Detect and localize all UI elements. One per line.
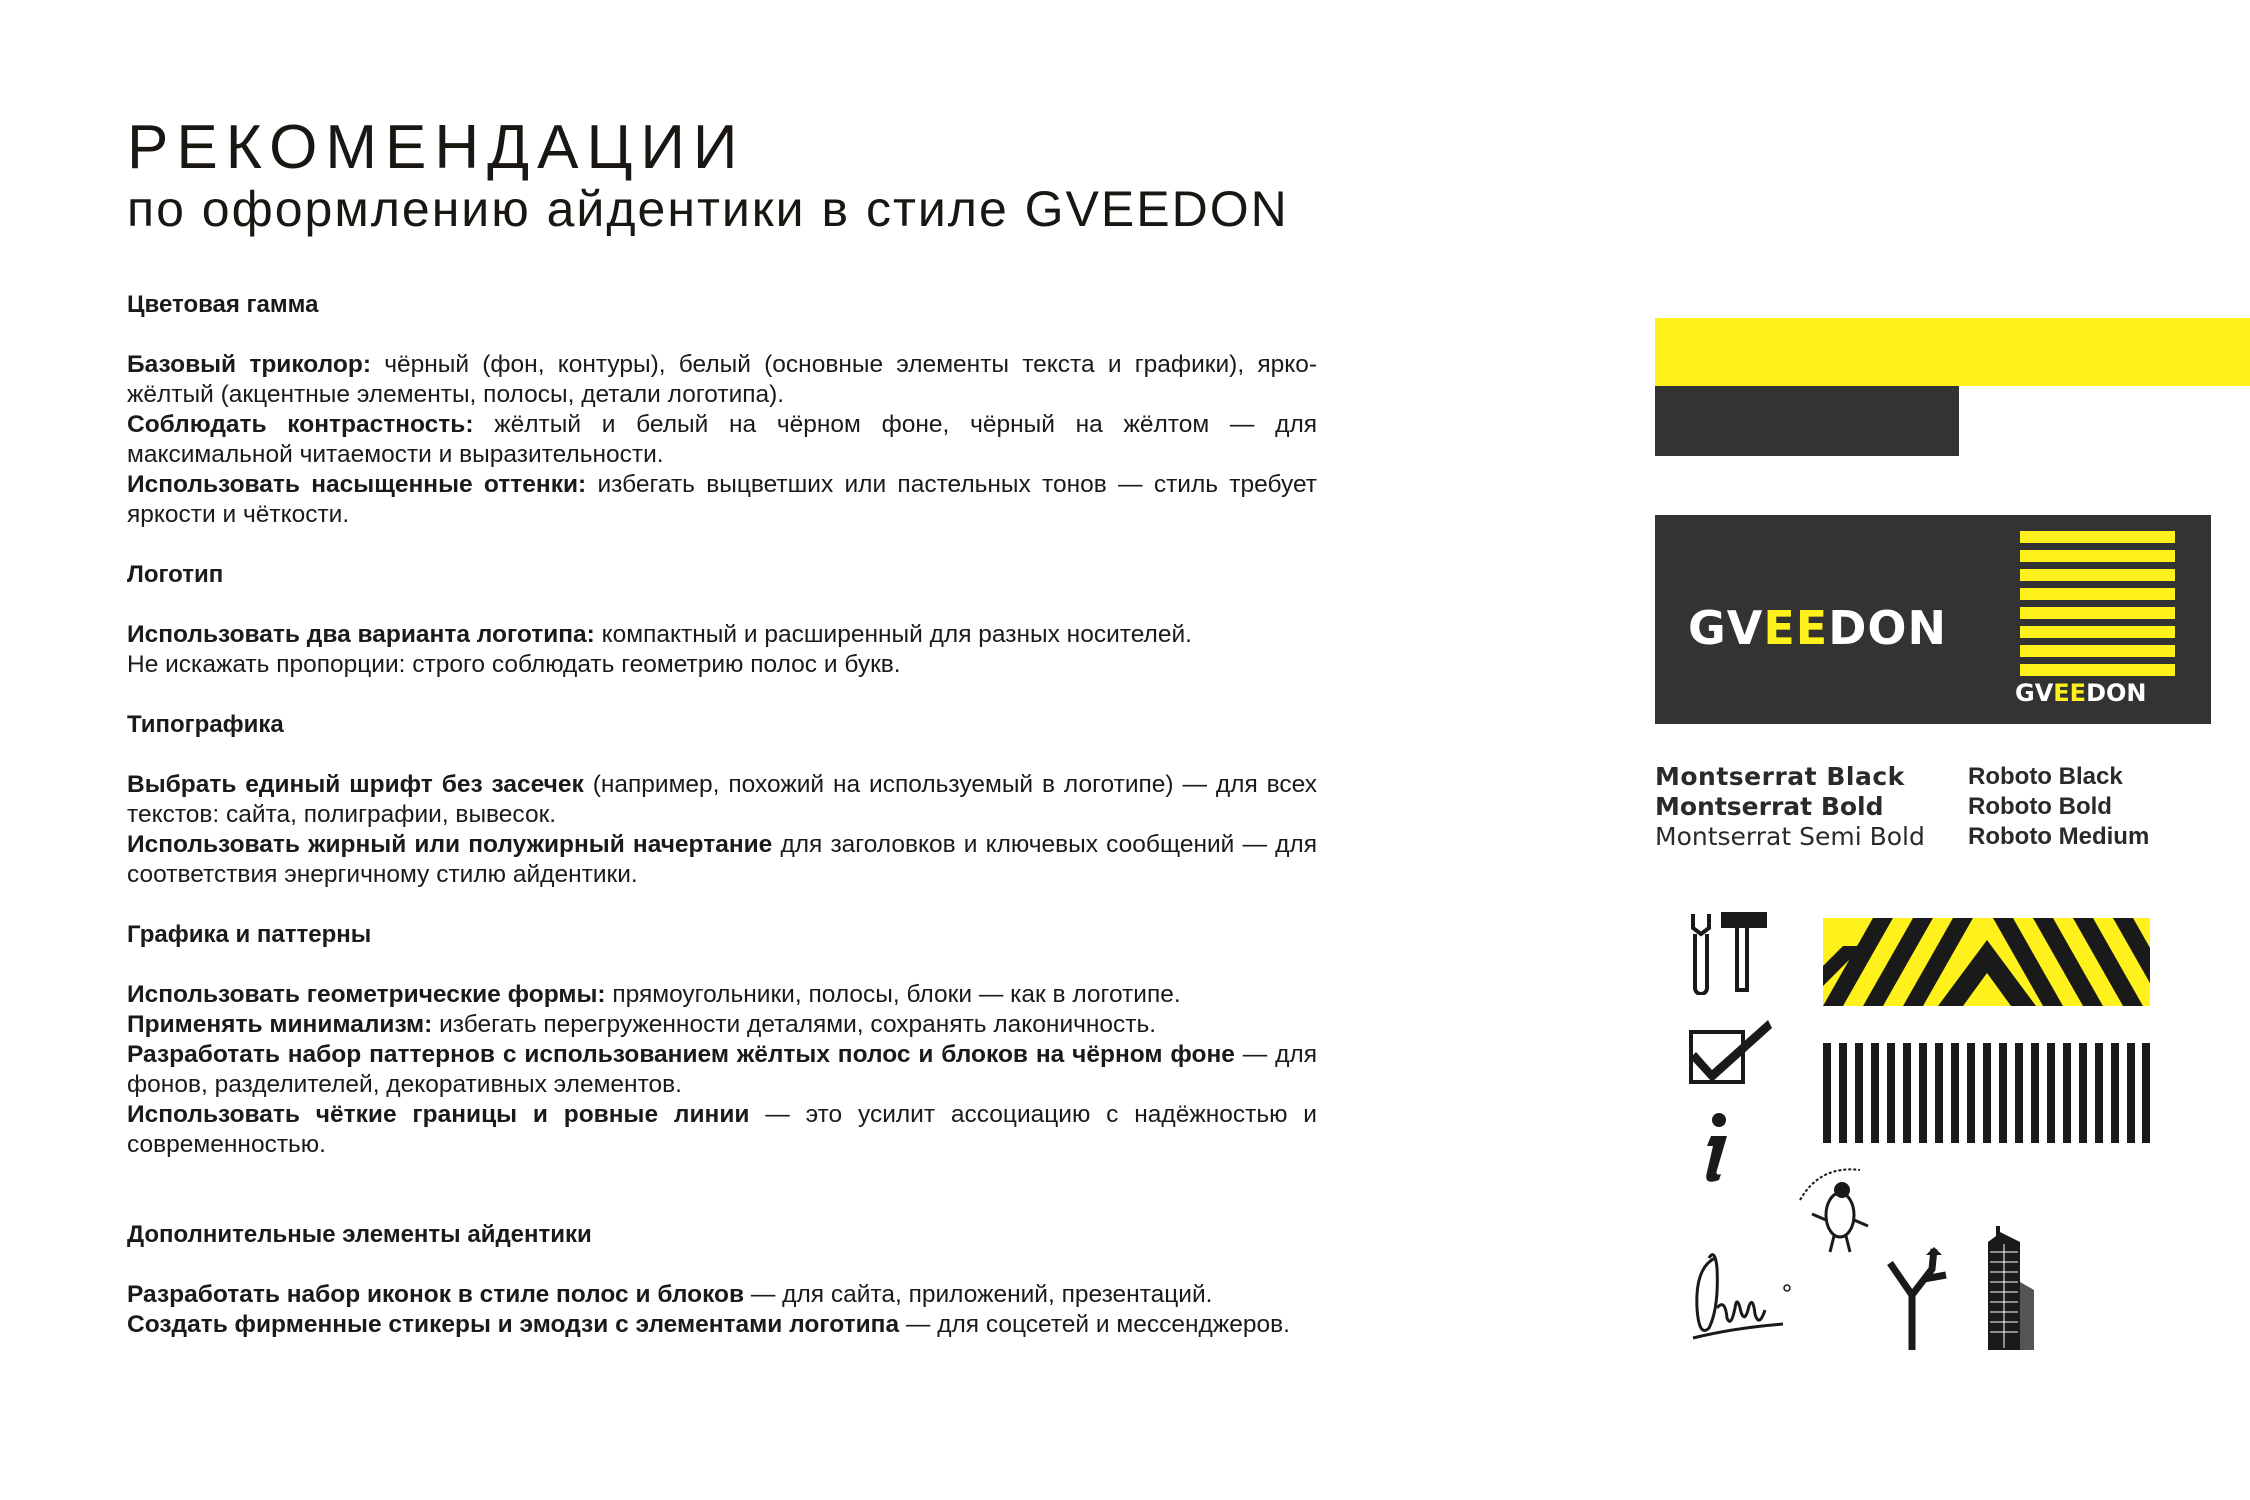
- swatch-yellow: [1655, 318, 2250, 386]
- section-graphics: [127, 920, 1317, 1160]
- section-heading: Графика и паттерны: [127, 921, 372, 948]
- logo-panel: [1655, 515, 2211, 724]
- paragraph: Разработать набор иконок в стиле полос и блоков — для сайта, приложений, презентаций.: [127, 1281, 1213, 1308]
- paragraph: Использовать два варианта логотипа: компактный и расширенный для разных носителей.: [127, 621, 1192, 648]
- signature-logo: [1685, 1238, 1795, 1358]
- font-name: Roboto Black: [1968, 763, 2123, 790]
- paragraph: Применять минимализм: избегать перегруженности деталями, сохранять лаконичность.: [127, 1011, 1157, 1038]
- paragraph: Создать фирменные стикеры и эмодзи с элементами логотипа — для соцсетей и мессенджеров.: [127, 1311, 1290, 1338]
- font-name: Roboto Medium: [1968, 823, 2150, 850]
- section-heading: Дополнительные элементы айдентики: [127, 1221, 592, 1248]
- info-icon: [1695, 1112, 1735, 1182]
- recommendations-text: [127, 290, 1317, 1340]
- logo-compact-text: GVEEDON: [2015, 679, 2147, 707]
- page-subtitle: по оформлению айдентики в стиле GVEEDON: [127, 181, 1289, 237]
- paragraph: Разработать набор паттернов с использованием жёлтых полос и блоков на чёрном фоне — для фонов, разделителей, декоративных элементов.: [127, 1041, 1317, 1098]
- logo-compact-stripes: [2020, 531, 2175, 681]
- paragraph: Выбрать единый шрифт без засечек (например, похожий на используемый в логотипе) — для всех текстов: сайта, полиграфии, вывесок.: [127, 771, 1317, 828]
- checkmark-icon: [1688, 1018, 1773, 1086]
- paragraph: Использовать чёткие границы и ровные линии — это усилит ассоциацию с надёжностью и современностью.: [127, 1101, 1317, 1158]
- paragraph: Использовать жирный или полужирный начертание для заголовков и ключевых сообщений — для соответствия энергичному стилю айдентики.: [127, 831, 1317, 888]
- paragraph: Соблюдать контрастность: жёлтый и белый на чёрном фоне, чёрный на жёлтом — для максимальной читаемости и выразительности.: [127, 411, 1318, 468]
- section-heading: Цветовая гамма: [127, 291, 319, 318]
- paragraph: Использовать геометрические формы: прямоугольники, полосы, блоки — как в логотипе.: [127, 981, 1181, 1008]
- font-list-roboto: [1968, 762, 2149, 852]
- font-name: Roboto Bold: [1968, 793, 2112, 820]
- font-list-montserrat: [1655, 762, 1925, 852]
- font-name: Montserrat Semi Bold: [1655, 822, 1925, 851]
- paragraph: Базовый триколор: чёрный (фон, контуры), белый (основные элементы текста и графики), ярко-жёлтый (акцентные элементы, полосы, детали логотипа).: [127, 351, 1318, 408]
- font-name: Montserrat Bold: [1655, 792, 1884, 821]
- section-logo: [127, 560, 1317, 680]
- font-name: Montserrat Black: [1655, 762, 1905, 791]
- page-title: РЕКОМЕНДАЦИИ: [127, 113, 746, 182]
- tools-icon: [1685, 910, 1770, 995]
- section-heading: Типографика: [127, 711, 284, 738]
- chevron-pattern: [1823, 918, 2150, 1006]
- section-color: [127, 290, 1317, 530]
- tower-icon: [1980, 1222, 2036, 1350]
- tree-icon: [1880, 1245, 1955, 1350]
- swatch-dark: [1655, 386, 1959, 456]
- section-extra: [127, 1220, 1317, 1340]
- section-typography: [127, 710, 1317, 890]
- paragraph: Использовать насыщенные оттенки: избегать выцветших или пастельных тонов — стиль требует яркости и чёткости.: [127, 471, 1318, 528]
- superchicken-sticker: [1790, 1160, 1875, 1255]
- section-heading: Логотип: [127, 561, 224, 588]
- paragraph: Не искажать пропорции: строго соблюдать геометрию полос и букв.: [127, 651, 901, 678]
- barcode-pattern: [1823, 1043, 2150, 1143]
- logo-wide: GVEEDON: [1688, 601, 1948, 655]
